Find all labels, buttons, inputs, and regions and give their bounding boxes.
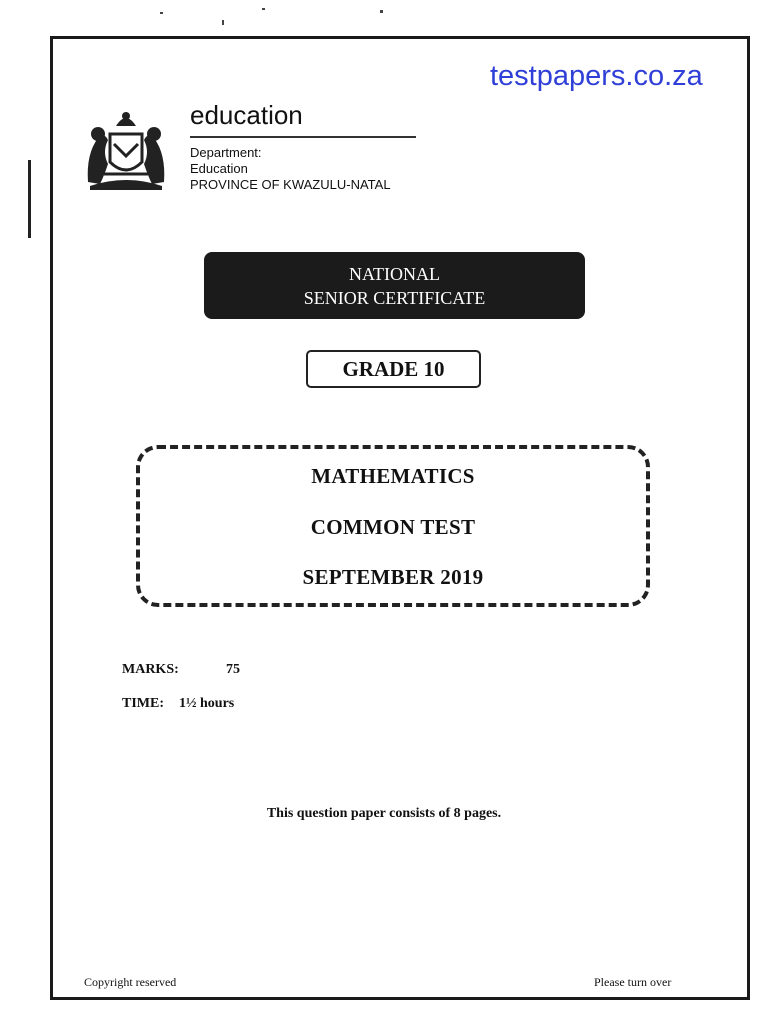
marks-value: 75 <box>226 662 240 677</box>
pages-note: This question paper consists of 8 pages. <box>266 806 502 821</box>
grade-label <box>306 350 481 388</box>
department-line-1: Department: <box>190 145 262 160</box>
marks-label: MARKS: <box>122 662 179 677</box>
nsc-banner <box>204 252 585 319</box>
banner-line-2: SENIOR CERTIFICATE <box>303 287 486 308</box>
test-date: SEPTEMBER 2019 <box>302 565 484 589</box>
scan-margin-mark <box>28 160 31 238</box>
watermark-text: testpapers.co.za <box>490 60 703 92</box>
kzn-coat-of-arms-icon <box>80 104 172 192</box>
time-value: 1½ hours <box>179 696 235 711</box>
banner-line-1: NATIONAL <box>349 263 440 284</box>
test-type: COMMON TEST <box>310 515 476 539</box>
subject-name: MATHEMATICS <box>311 464 475 488</box>
department-title: education <box>190 100 303 130</box>
footer-turn-over: Please turn over <box>594 975 672 989</box>
grade-text: GRADE 10 <box>342 356 445 381</box>
department-line-2: Education <box>190 161 248 176</box>
department-title-rule <box>190 136 416 138</box>
department-province: PROVINCE OF KWAZULU-NATAL <box>190 177 391 192</box>
time-label: TIME: <box>122 696 164 711</box>
footer-copyright: Copyright reserved <box>84 975 177 989</box>
